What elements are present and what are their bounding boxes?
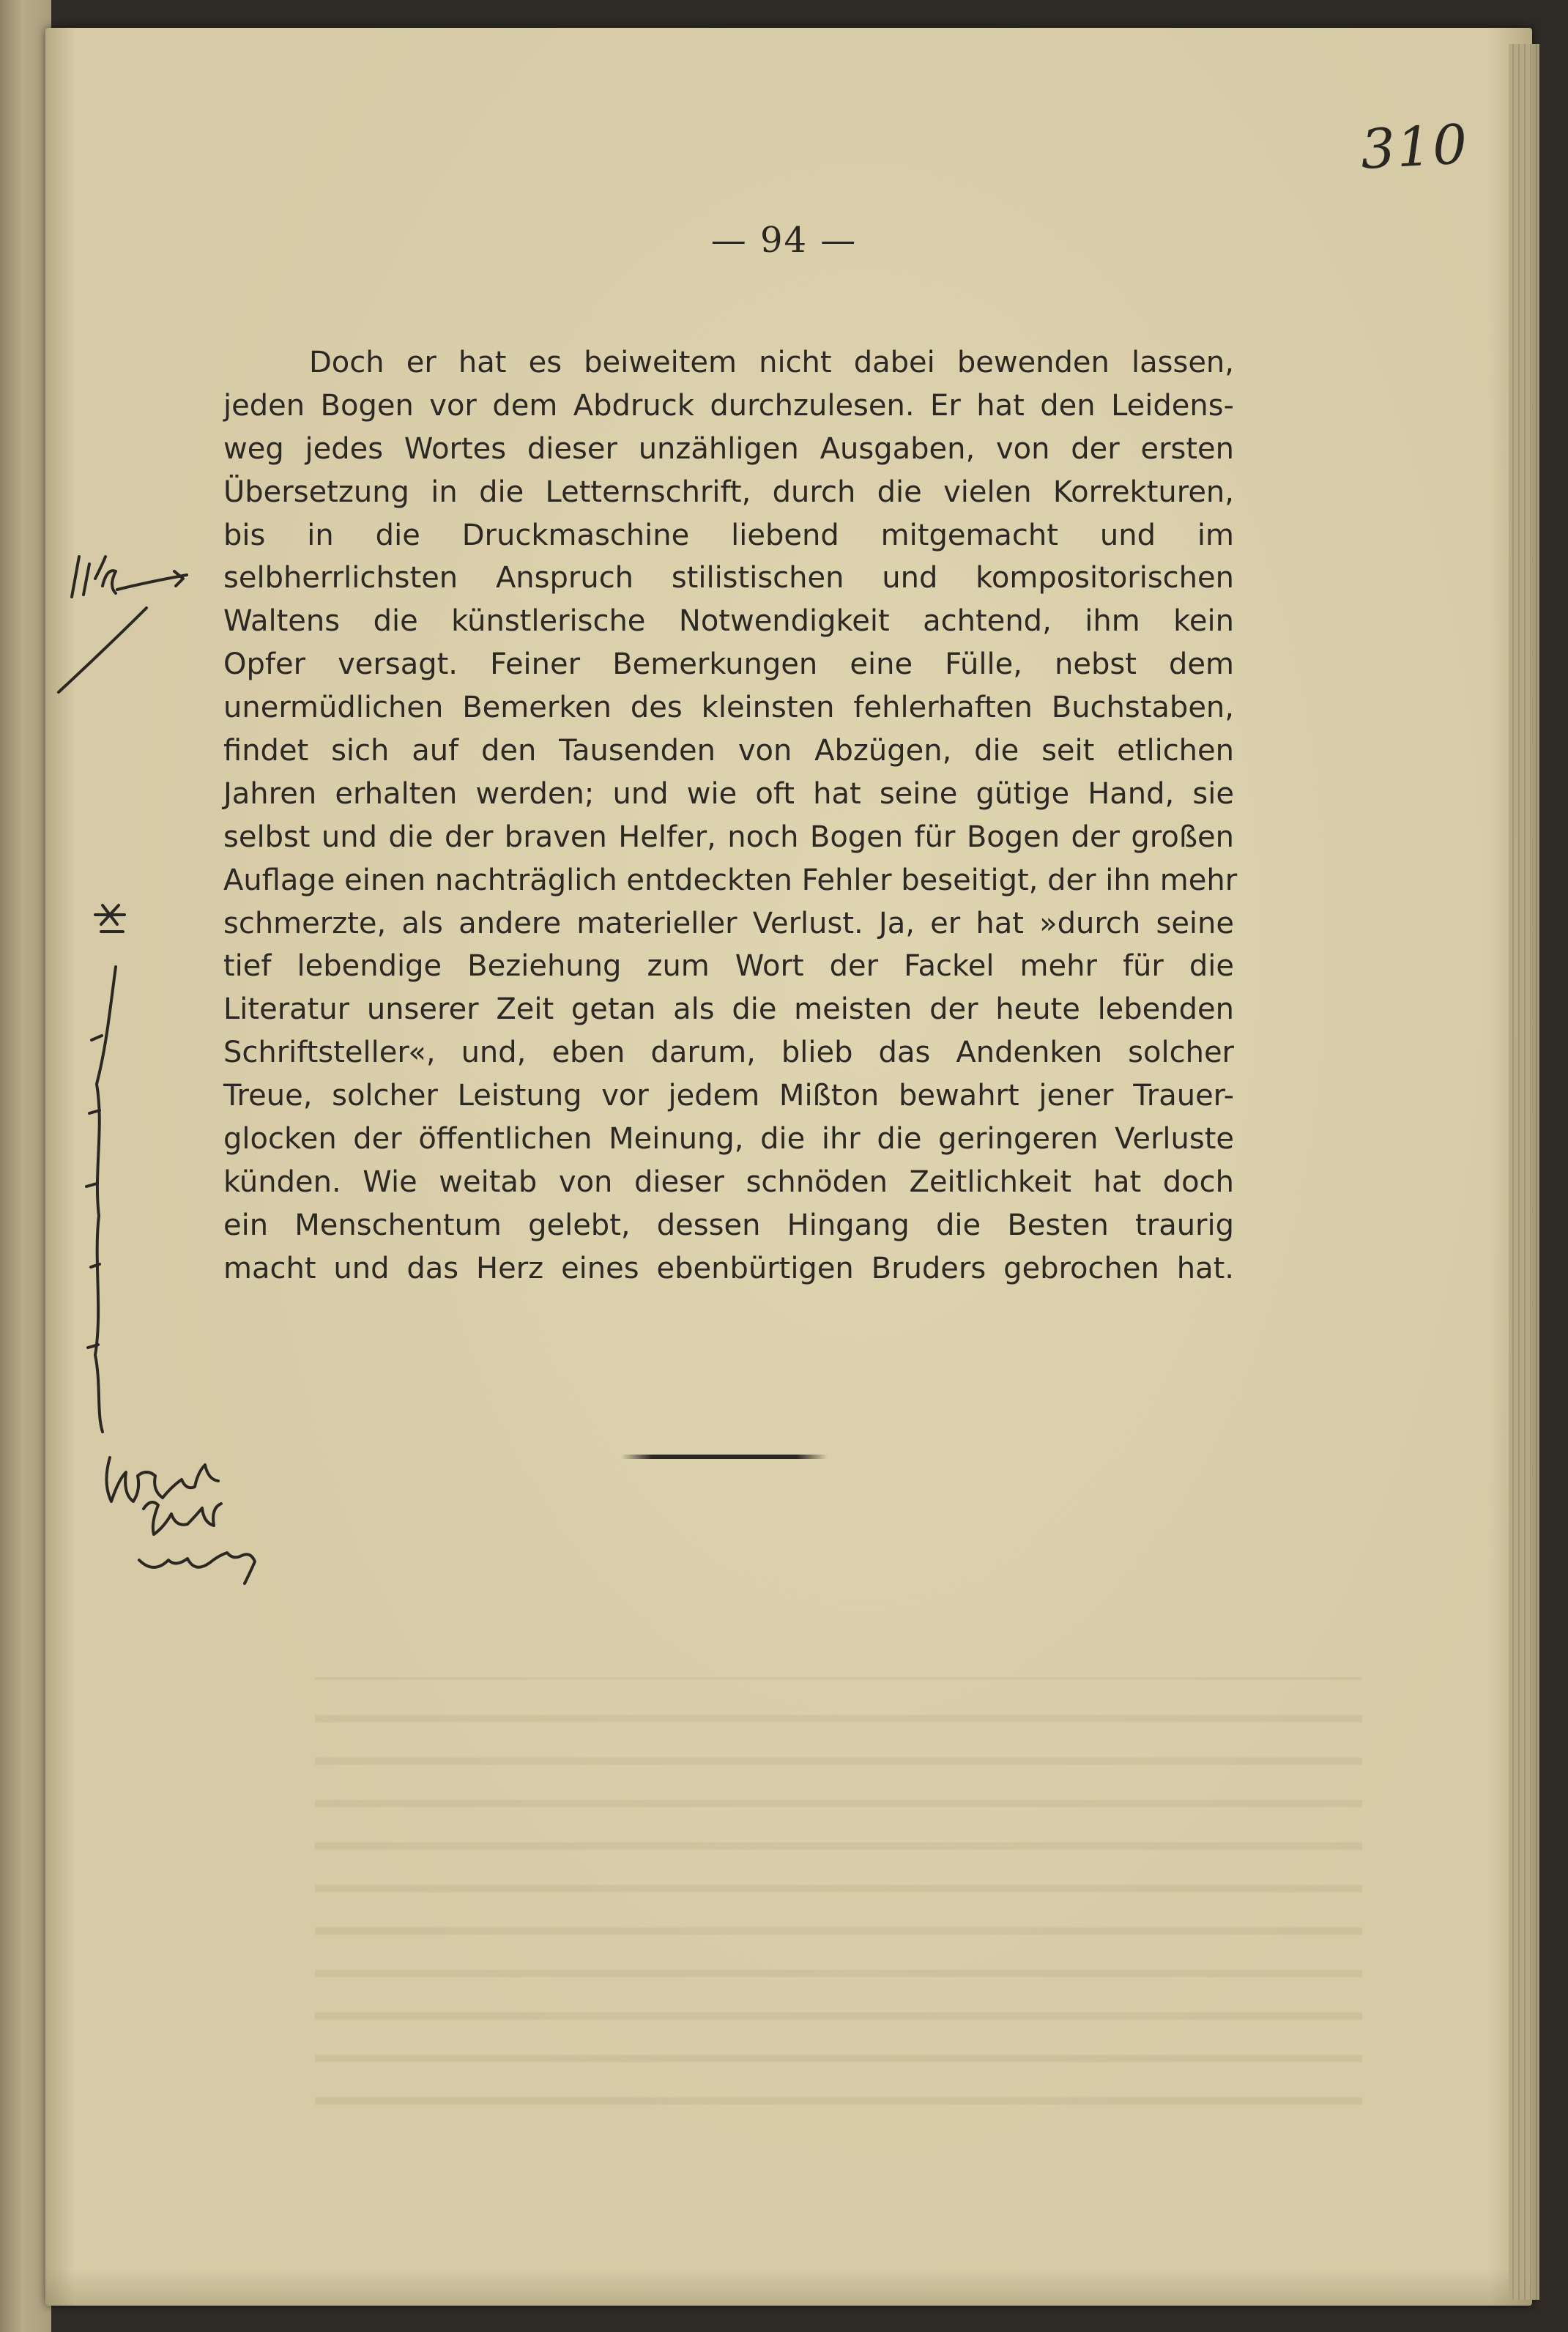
section-divider-rule (621, 1455, 828, 1459)
text-line: Jahren erhalten werden; und wie oft hat seine gütige Hand, sie (223, 776, 1234, 811)
text-line: Übersetzung in die Letternschrift, durch die vielen Korrekturen, (223, 475, 1234, 509)
text-line: selbherrlichsten Anspruch stilistischen und kompositorischen (223, 561, 1234, 595)
text-line: findet sich auf den Tausenden von Abzügen, die seit etlichen (223, 734, 1234, 768)
page-number: — 94 — (710, 220, 858, 261)
text-line: bis in die Druckmaschine liebend mitgemacht und im (223, 518, 1234, 552)
text-line: Treue, solcher Leistung vor jedem Mißton bewahrt jener Trauer- (223, 1079, 1234, 1113)
text-line: selbst und die der braven Helfer, noch Bogen für Bogen der großen (223, 820, 1234, 854)
text-line: jeden Bogen vor dem Abdruck durchzulesen. Er hat den Leidens- (223, 388, 1234, 423)
text-line: macht und das Herz eines ebenbürtigen Bruders gebrochen hat. (223, 1251, 1234, 1285)
text-line: Auflage einen nachträglich entdeckten Fehler beseitigt, der ihn mehr (223, 863, 1238, 897)
body-text (223, 341, 1238, 1291)
text-line: weg jedes Wortes dieser unzähligen Ausgaben, von der ersten (223, 431, 1234, 466)
text-line: unermüdlichen Bemerken des kleinsten fehlerhaften Buchstaben, (223, 691, 1234, 725)
archive-number: 310 (1359, 113, 1471, 182)
text-line: Literatur unserer Zeit getan als die meisten der heute lebenden (223, 992, 1234, 1027)
text-line: glocken der öffentlichen Meinung, die ihr die geringeren Verluste (223, 1122, 1234, 1156)
text-line: Schriftsteller«, und, eben darum, blieb das Andenken solcher (223, 1036, 1234, 1070)
page-edge-stack (1509, 44, 1539, 2300)
adjacent-page-edge (0, 0, 51, 2332)
text-line: tief lebendige Beziehung zum Wort der Fackel mehr für die (223, 949, 1234, 984)
bleed-through-texture (315, 1677, 1362, 2131)
text-line: schmerzte, als andere materieller Verlust. Ja, er hat »durch seine (223, 906, 1234, 940)
text-line: künden. Wie weitab von dieser schnöden Zeitlichkeit hat doch (223, 1165, 1234, 1199)
text-line: Doch er hat es beiweitem nicht dabei bewenden lassen, (309, 346, 1234, 379)
text-line: ein Menschentum gelebt, dessen Hingang die Besten traurig (223, 1208, 1234, 1242)
text-line: Opfer versagt. Feiner Bemerkungen eine Fülle, nebst dem (223, 647, 1234, 682)
text-line: Waltens die künstlerische Notwendigkeit achtend, ihm kein (223, 604, 1234, 639)
